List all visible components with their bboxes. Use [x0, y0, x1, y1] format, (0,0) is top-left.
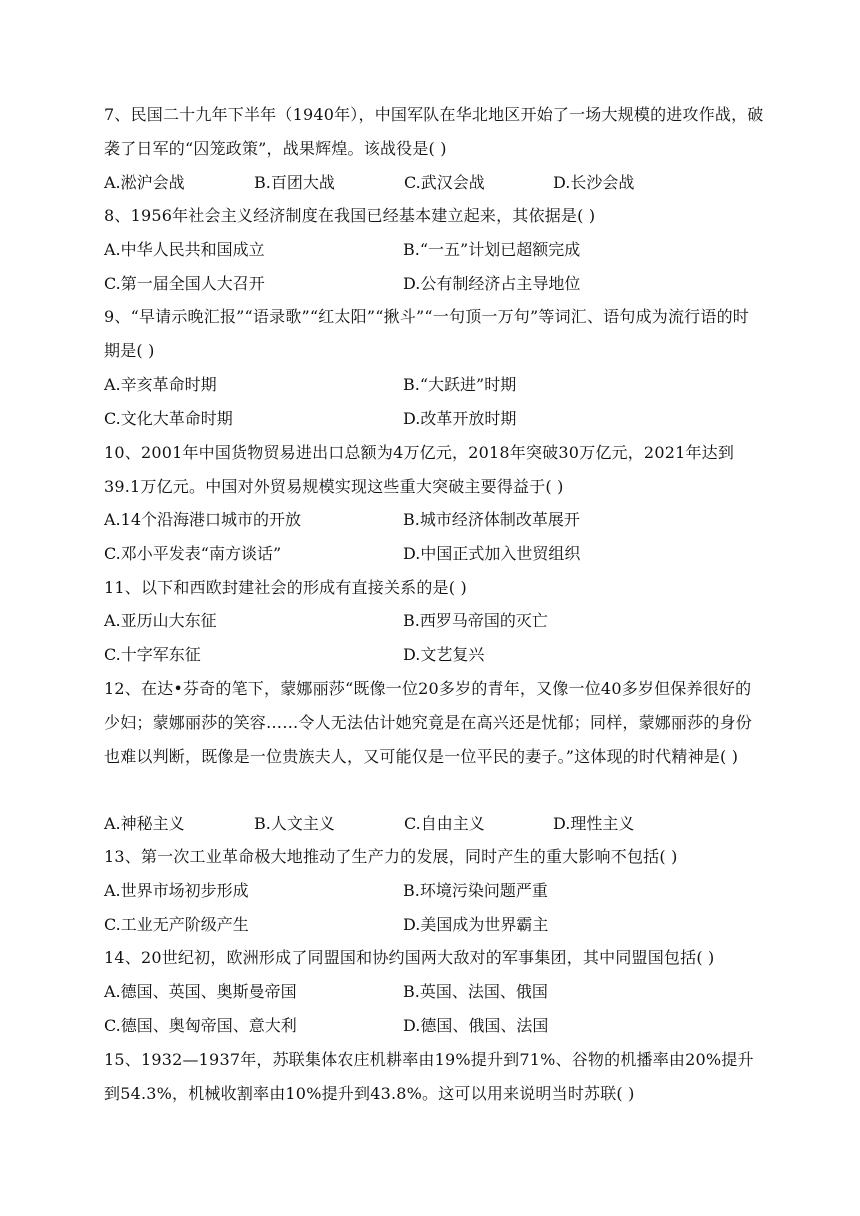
question-7-option-c: C.武汉会战 — [404, 173, 485, 192]
question-11-stem: 11、以下和西欧封建社会的形成有直接关系的是( ) — [104, 578, 467, 597]
question-9-option-d: D.改革开放时期 — [403, 409, 517, 428]
question-13-option-b: B.环境污染问题严重 — [403, 881, 548, 900]
question-11-option-c: C.十字军东征 — [104, 645, 201, 664]
question-13-option-a: A.世界市场初步形成 — [104, 881, 249, 900]
question-15-stem: 15、1932—1937年，苏联集体农庄机耕率由19%提升到71%、谷物的机播率由20%提升到54.3%，机械收割率由10%提升到43.8%。这可以用来说明当时苏联( ) — [104, 1050, 754, 1103]
question-10-option-a: A.14个沿海港口城市的开放 — [104, 510, 302, 529]
question-12-option-b: B.人文主义 — [254, 814, 335, 833]
question-8-option-d: D.公有制经济占主导地位 — [403, 274, 581, 293]
question-8-option-b: B.“一五”计划已超额完成 — [403, 240, 581, 259]
question-14-options-row2 — [104, 1009, 764, 1043]
question-14-option-b: B.英国、法国、俄国 — [403, 982, 548, 1001]
question-13-option-c: C.工业无产阶级产生 — [104, 915, 249, 934]
question-8-options-row2 — [104, 267, 764, 301]
question-7-option-b: B.百团大战 — [254, 173, 335, 192]
question-7-option-a: A.淞沪会战 — [104, 173, 185, 192]
question-9-options-row1 — [104, 368, 764, 402]
question-13-options-row2 — [104, 908, 764, 942]
question-9-option-c: C.文化大革命时期 — [104, 409, 233, 428]
question-7-stem: 7、民国二十九年下半年（1940年），中国军队在华北地区开始了一场大规模的进攻作战，破袭了日军的“囚笼政策”，战果辉煌。该战役是( ) — [104, 105, 764, 158]
question-14-stem: 14、20世纪初，欧洲形成了同盟国和协约国两大敌对的军事集团，其中同盟国包括( ) — [104, 948, 715, 967]
question-9-options-row2 — [104, 402, 764, 436]
question-8-stem: 8、1956年社会主义经济制度在我国已经基本建立起来，其依据是( ) — [104, 206, 596, 225]
question-13-stem: 13、第一次工业革命极大地推动了生产力的发展，同时产生的重大影响不包括( ) — [104, 847, 678, 866]
question-14-option-c: C.德国、奥匈帝国、意大利 — [104, 1016, 297, 1035]
question-9-option-a: A.辛亥革命时期 — [104, 375, 217, 394]
question-10-option-c: C.邓小平发表“南方谈话” — [104, 544, 282, 563]
question-12-option-d: D.理性主义 — [553, 814, 635, 833]
question-14-options-row1 — [104, 975, 764, 1009]
question-7-option-d: D.长沙会战 — [553, 173, 635, 192]
question-8-option-a: A.中华人民共和国成立 — [104, 240, 265, 259]
question-9-option-b: B.“大跃进”时期 — [403, 375, 517, 394]
question-14-option-d: D.德国、俄国、法国 — [403, 1016, 549, 1035]
question-8-option-c: C.第一届全国人大召开 — [104, 274, 265, 293]
question-13-options-row1 — [104, 874, 764, 908]
question-12-option-a: A.神秘主义 — [104, 814, 185, 833]
question-13-option-d: D.美国成为世界霸主 — [403, 915, 549, 934]
question-12-options — [104, 807, 764, 841]
question-8-options-row1 — [104, 233, 764, 267]
question-9-stem: 9、“早请示晚汇报”“语录歌”“红太阳”“揪斗”“一句顶一万句”等词汇、语句成为流行语的时期是( ) — [104, 307, 749, 360]
question-12-stem: 12、在达•芬奇的笔下，蒙娜丽莎“既像一位20多岁的青年，又像一位40多岁但保养很好的少妇；蒙娜丽莎的笑容……令人无法估计她究竟是在高兴还是忧郁；同样，蒙娜丽莎的身份也难以判断，既像是一位贵族夫人，又可能仅是一位平民的妻子。”这体现的时代精神是( ) — [104, 679, 753, 766]
question-10-stem: 10、2001年中国货物贸易进出口总额为4万亿元，2018年突破30万亿元，2021年达到39.1万亿元。中国对外贸易规模实现这些重大突破主要得益于( ) — [104, 443, 735, 496]
question-7-options — [104, 166, 764, 200]
question-11-option-d: D.文艺复兴 — [403, 645, 485, 664]
question-11-options-row2 — [104, 638, 764, 672]
question-11-option-a: A.亚历山大东征 — [104, 611, 217, 630]
question-10-options-row2 — [104, 537, 764, 571]
question-11-options-row1 — [104, 604, 764, 638]
question-10-options-row1 — [104, 503, 764, 537]
question-14-option-a: A.德国、英国、奥斯曼帝国 — [104, 982, 297, 1001]
question-10-option-b: B.城市经济体制改革展开 — [403, 510, 580, 529]
question-11-option-b: B.西罗马帝国的灭亡 — [403, 611, 548, 630]
question-10-option-d: D.中国正式加入世贸组织 — [403, 544, 581, 563]
question-12-option-c: C.自由主义 — [404, 814, 485, 833]
